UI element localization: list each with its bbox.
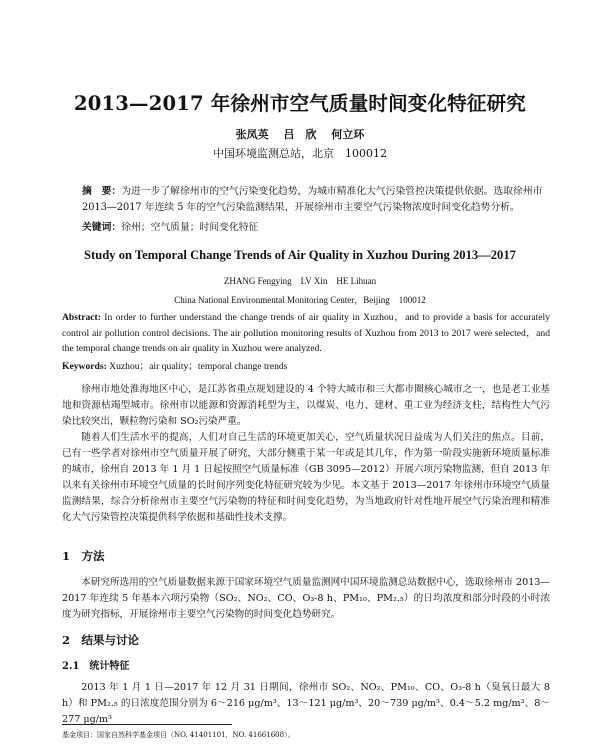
keywords-cn-text: 徐州；空气质量；时间变化特征 (121, 222, 259, 233)
paper-title-en: Study on Temporal Change Trends of Air Quality in Xuzhou During 2013—2017 (84, 248, 516, 262)
footnote-divider (62, 724, 232, 725)
section-heading-methods: 1 方法 (62, 549, 105, 563)
affiliation-en: China National Environmental Monitoring Center，Beijing 100012 (174, 295, 426, 305)
keywords-cn (82, 219, 258, 233)
keywords-cn-label: 关键词： (82, 222, 122, 233)
abstract-cn (82, 184, 552, 216)
abstract-cn-text: 为进一步了解徐州市的空气污染变化趋势，为城市精准化大气污染管控决策提供依据。选取徐州市 2013—2017 年连续 5 年的空气污染监测结果，开展徐州市主要空气污染物浓度时间变化趋势分析。 (82, 186, 543, 213)
abstract-en (62, 310, 550, 357)
intro-paragraph-1: 徐州市地处淮海地区中心，是江苏省重点规划建设的 4 个特大城市和三大都市圈核心城市之一，也是老工业基地和资源枯竭型城市。徐州市以能源和资源消耗型为主，以煤炭、电力、建材、重工业为经济支柱，结构性大气污染比较突出，颗粒物污染和 SO₂污染严重。 (62, 384, 550, 427)
paper-title-cn: 2013—2017 年徐州市空气质量时间变化特征研究 (73, 92, 527, 115)
intro-paragraph-2: 随着人们生活水平的提高，人们对自己生活的环境更加关心，空气质量状况日益成为人们关注的焦点。目前，已有一些学者对徐州市空气质量开展了研究，大部分侧重于某一年或是其几年，作为第一阶段实施新环境质量标准的城市，徐州自 2013 年 1 月 1 日起按照空气质量标准（GB 3095—2012）开展六项污染物监测，但自 2013 年以来有关徐州市环境空气质量的长时间序列变化特征研究较为少见。本文基于 2013—2017 年徐州市环境空气质量监测结果，综合分析徐州市主要空气污染物的特征和时间变化趋势，为当地政府针对性地开展空气污染治理和精准化大气污染管控决策提供科学依据和基础性技术支撑。 (62, 432, 550, 523)
authors-cn: 张凤英 吕 欣 何立环 (235, 128, 365, 141)
results-paragraph: 2013 年 1 月 1 日—2017 年 12 月 31 日期间，徐州市 SO₂、NO₂、PM₁₀、CO、O₃-8 h（臭氧日最大 8 h）和 PM₂.₅ 的日浓度范围分别为 6～216 μg/m³、13～121 μg/m³、20～739 μg/m³、0.4～5.2 mg/m³、8～277 μg/m³ (62, 682, 550, 725)
affiliation-cn: 中国环境监测总站，北京 100012 (213, 147, 387, 160)
footnote-funding: 基金项目：国家自然科学基金项目（NO. 41401101，NO. 41661608）。 (62, 731, 295, 739)
methods-paragraph: 本研究所选用的空气质量数据来源于国家环境空气质量监测网中国环境监测总站数据中心，选取徐州市 2013—2017 年连续 5 年基本六项污染物（SO₂、NO₂、CO、O₃-8 h、PM₁₀、PM₂.₅）的日均浓度和部分时段的小时浓度为研究指标，开展徐州市主要空气污染物的时间变化趋势研究。 (62, 577, 550, 620)
keywords-en-label: Keywords: (62, 361, 107, 372)
keywords-en (62, 358, 287, 372)
abstract-en-label: Abstract: (62, 312, 101, 323)
abstract-en-text: In order to further understand the change trends of air quality in Xuzhou，and to provide a basis for accurately control air pollution control decisions. The air pollution monitoring results of Xuzhou from 2013 to 2017 were selected，and the temporal change trends on air quality in Xuzhou were analyzed. (62, 312, 550, 354)
keywords-en-text: Xuzhou；air quality；temporal change trends (109, 361, 288, 372)
section-heading-results: 2 结果与讨论 (62, 633, 140, 647)
authors-en: ZHANG Fengying LV Xin HE Lihuan (223, 276, 377, 286)
subsection-heading-statistics: 2.1 统计特征 (62, 661, 130, 672)
abstract-cn-label: 摘 要： (82, 186, 122, 197)
